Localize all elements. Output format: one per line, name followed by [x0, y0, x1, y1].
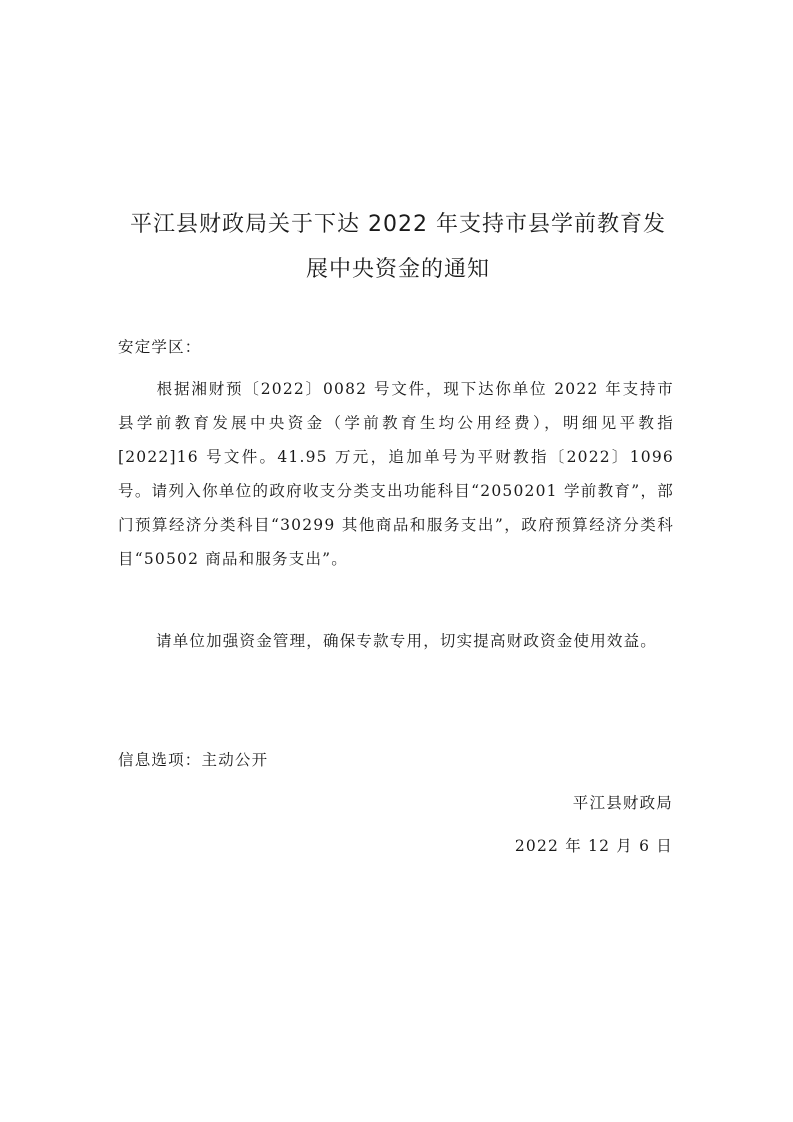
- addressee: 安定学区：: [118, 338, 202, 356]
- title-line-2: 展中央资金的通知: [305, 257, 490, 282]
- issue-date: 2022 年 12 月 6 日: [514, 837, 673, 855]
- paragraph-2-text: 请单位加强资金管理，确保专款专用，切实提高财政资金使用效益。: [156, 632, 658, 650]
- paragraph-1-text: 根据湘财预〔2022〕0082 号文件，现下达你单位 2022 年支持市县学前教育发展中央资金（学前教育生均公用经费），明细见平教指[2022]16 号文件。41.95 万元，追加单号为平财教指〔2022〕1096 号。请列入你单位的政府收支分类支出功能科目“2050201 学前教育”，部门预算经济分类科目“30299 其他商品和服务支出”，政府预算经济分类科目“50502 商品和服务支出”。: [118, 380, 674, 568]
- paragraph-2: [118, 624, 674, 658]
- title-line-1: 平江县财政局关于下达 2022 年支持市县学前教育发: [130, 212, 666, 237]
- paragraph-1: [118, 372, 674, 576]
- document-title: [118, 202, 678, 292]
- info-disclosure: 信息选项：主动公开: [118, 751, 269, 769]
- issuer-signature: 平江县财政局: [572, 794, 673, 812]
